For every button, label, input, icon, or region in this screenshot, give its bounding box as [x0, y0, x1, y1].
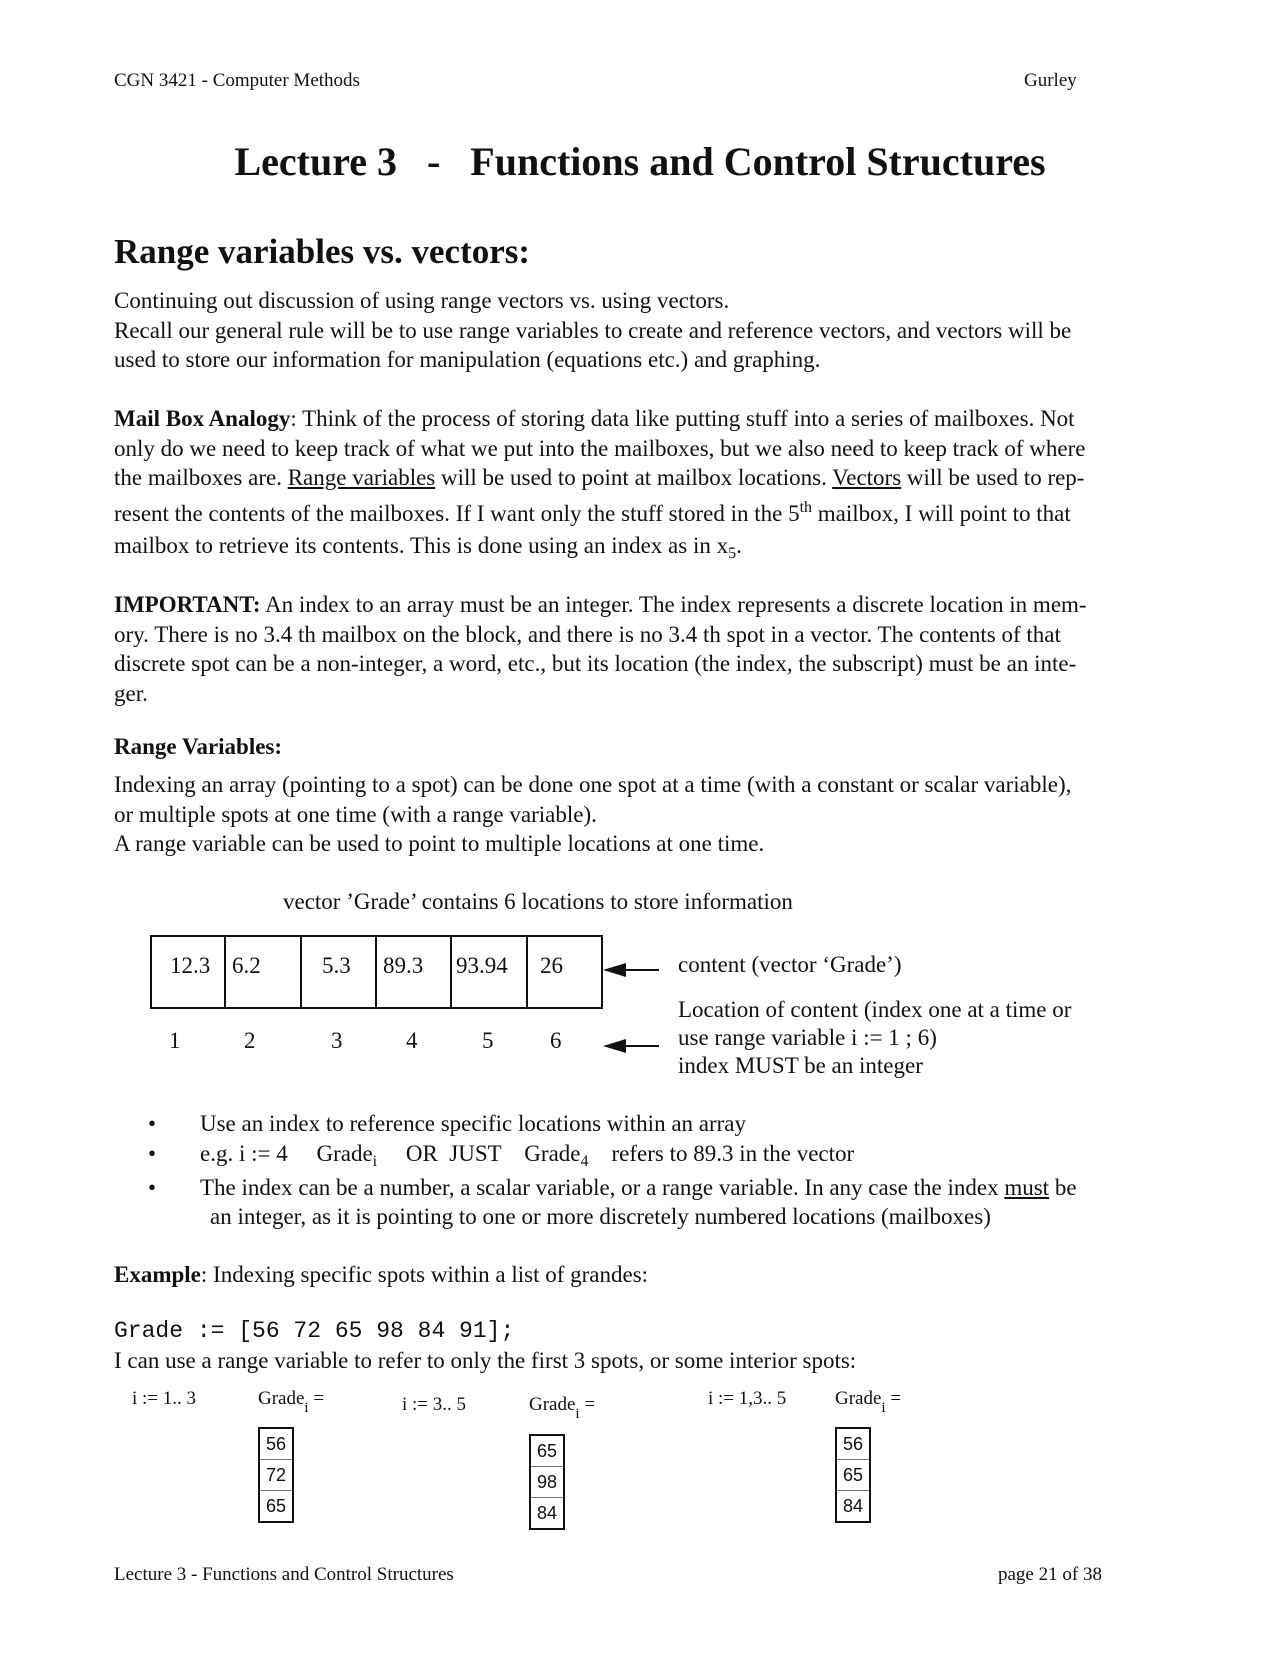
- expr-name: Grade: [529, 1394, 576, 1415]
- index-label: 5: [482, 1028, 494, 1053]
- intro-line: Continuing out discussion of using range vectors vs. using vectors.: [114, 288, 730, 313]
- important-text: An index to an array must be an integer. The index represents a discrete location in mem-: [260, 592, 1087, 617]
- bullet-text-part: be: [1049, 1175, 1077, 1200]
- grade-cell: 12.3: [170, 953, 211, 978]
- mailbox-text: mailbox to retrieve its contents. This is done using an index as in x: [114, 533, 729, 558]
- grade-expression: [835, 1388, 902, 1416]
- page-title: Lecture 3 - Functions and Control Structures: [234, 139, 1046, 184]
- subscript: 5: [728, 545, 737, 562]
- footer-title: Lecture 3 - Functions and Control Structures: [114, 1564, 454, 1585]
- equals-sign: =: [313, 1388, 325, 1409]
- must-term: must: [1004, 1175, 1050, 1200]
- example-after: I can use a range variable to refer to only the first 3 spots, or some interior spots:: [114, 1348, 857, 1373]
- location-label: Location of content (index one at a time or: [678, 997, 1072, 1022]
- matrix-cell: 98: [531, 1467, 563, 1498]
- result-matrix: [835, 1427, 871, 1523]
- figure-caption: vector ’Grade’ contains 6 locations to store information: [283, 889, 793, 914]
- expr-name: Grade: [258, 1388, 305, 1409]
- bullet-symbol: •: [148, 1141, 157, 1166]
- mailbox-text: the mailboxes are.: [114, 465, 288, 490]
- header-course: CGN 3421 - Computer Methods: [114, 70, 360, 91]
- subscript: i: [304, 1400, 309, 1416]
- expr-name: Grade: [835, 1388, 882, 1409]
- important-text: discrete spot can be a non-integer, a word, etc., but its location (the index, the subscript) must be an inte-: [114, 651, 1077, 676]
- subscript: i: [372, 1153, 378, 1170]
- matrix-cell: 56: [837, 1429, 869, 1460]
- mailbox-text: : Think of the process of storing data like putting stuff into a series of mailboxes. Not: [290, 406, 1075, 431]
- subscript: i: [881, 1400, 886, 1416]
- grade-expression: [258, 1388, 325, 1416]
- matrix-cell: 84: [536, 1503, 558, 1523]
- bullet-text: Use an index to reference specific locations within an array: [200, 1111, 747, 1136]
- range-definition: i := 3.. 5: [402, 1394, 467, 1415]
- important-text: ory. There is no 3.4 th mailbox on the block, and there is no 3.4 th spot in a vector. The contents of that: [114, 621, 1061, 647]
- grade-cell: 6.2: [224, 935, 300, 1009]
- mailbox-text: resent the contents of the mailboxes. If I want only the stuff stored in the 5: [114, 500, 800, 526]
- grade-cell: 5.3: [300, 935, 376, 1009]
- intro-line: Recall our general rule will be to use range variables to create and reference vectors, and vectors will be: [114, 317, 1072, 343]
- location-label: use range variable i := 1 ; 6): [678, 1025, 937, 1050]
- index-label: 6: [550, 1028, 562, 1053]
- location-arrow: [603, 1039, 659, 1053]
- bullet-text-part: refers to 89.3 in the vector: [588, 1141, 855, 1166]
- content-arrow: [603, 963, 659, 977]
- grade-cell: 93.94: [450, 935, 526, 1009]
- mailbox-text: mailbox, I will point to that: [812, 500, 1071, 526]
- matrix-cell: 65: [837, 1460, 869, 1491]
- range-definition: i := 1.. 3: [132, 1388, 197, 1409]
- matrix-cell: 72: [260, 1460, 292, 1491]
- vectors-term: Vectors: [832, 465, 902, 490]
- grade-expression: [529, 1394, 596, 1422]
- range-definition: i := 1,3.. 5: [708, 1388, 787, 1409]
- index-label: 4: [406, 1028, 418, 1053]
- equals-sign: =: [890, 1388, 902, 1409]
- important-label: IMPORTANT:: [114, 592, 261, 617]
- range-text: Indexing an array (pointing to a spot) can be done one spot at a time (with a constant or scalar variable),: [114, 772, 1072, 797]
- matrix-cell: 84: [842, 1496, 864, 1516]
- mailbox-text: will be used to rep-: [901, 465, 1085, 490]
- code-line: Grade := [56 72 65 98 84 91];: [114, 1318, 515, 1344]
- bullet-text: an integer, as it is pointing to one or more discretely numbered locations (mailboxes): [210, 1204, 991, 1229]
- range-text: A range variable can be used to point to multiple locations at one time.: [114, 831, 765, 856]
- result-matrix: [529, 1434, 565, 1530]
- mailbox-text: .: [736, 533, 742, 558]
- index-label: 3: [331, 1028, 343, 1053]
- mailbox-label: Mail Box Analogy: [114, 406, 291, 431]
- range-text: or multiple spots at one time (with a range variable).: [114, 801, 597, 827]
- matrix-cell: 65: [531, 1436, 563, 1467]
- range-variables-term: Range variables: [287, 465, 436, 490]
- bullet-symbol: •: [148, 1111, 157, 1136]
- index-label: 2: [244, 1028, 256, 1053]
- range-variables-heading: Range Variables:: [114, 734, 283, 759]
- section-heading: Range variables vs. vectors:: [114, 232, 531, 271]
- superscript: th: [799, 498, 813, 516]
- example-intro: [114, 1262, 648, 1288]
- example-label: Example: [114, 1262, 201, 1287]
- header-author: Gurley: [1024, 70, 1077, 91]
- subscript: 4: [580, 1153, 589, 1170]
- bullet-symbol: •: [148, 1175, 157, 1200]
- matrix-cell: 56: [260, 1429, 292, 1460]
- bullet-text: [200, 1175, 1077, 1201]
- subscript: i: [575, 1406, 580, 1422]
- intro-line: used to store our information for manipulation (equations etc.) and graphing.: [114, 347, 821, 372]
- grade-cell: 26: [526, 935, 603, 1009]
- result-matrix: [258, 1427, 294, 1523]
- bullet-text-part: OR JUST Grade: [377, 1141, 581, 1166]
- bullet-text-part: The index can be a number, a scalar variable, or a range variable. In any case the index: [200, 1175, 1005, 1200]
- page-number: page 21 of 38: [998, 1564, 1102, 1585]
- mailbox-text: only do we need to keep track of what we put into the mailboxes, but we also need to keep track of where: [114, 435, 1086, 461]
- bullet-text: [200, 1141, 855, 1170]
- matrix-cell: 65: [265, 1496, 287, 1516]
- grade-cell: 89.3: [375, 935, 451, 1009]
- important-text: ger.: [114, 680, 148, 706]
- equals-sign: =: [584, 1394, 596, 1415]
- content-label: content (vector ‘Grade’): [678, 952, 902, 977]
- location-label: index MUST be an integer: [678, 1053, 923, 1078]
- index-label: 1: [169, 1028, 181, 1053]
- mailbox-text: will be used to point at mailbox locations.: [435, 465, 833, 490]
- bullet-text-part: e.g. i := 4 Grade: [200, 1141, 373, 1166]
- example-text: : Indexing specific spots within a list of grandes:: [200, 1262, 649, 1287]
